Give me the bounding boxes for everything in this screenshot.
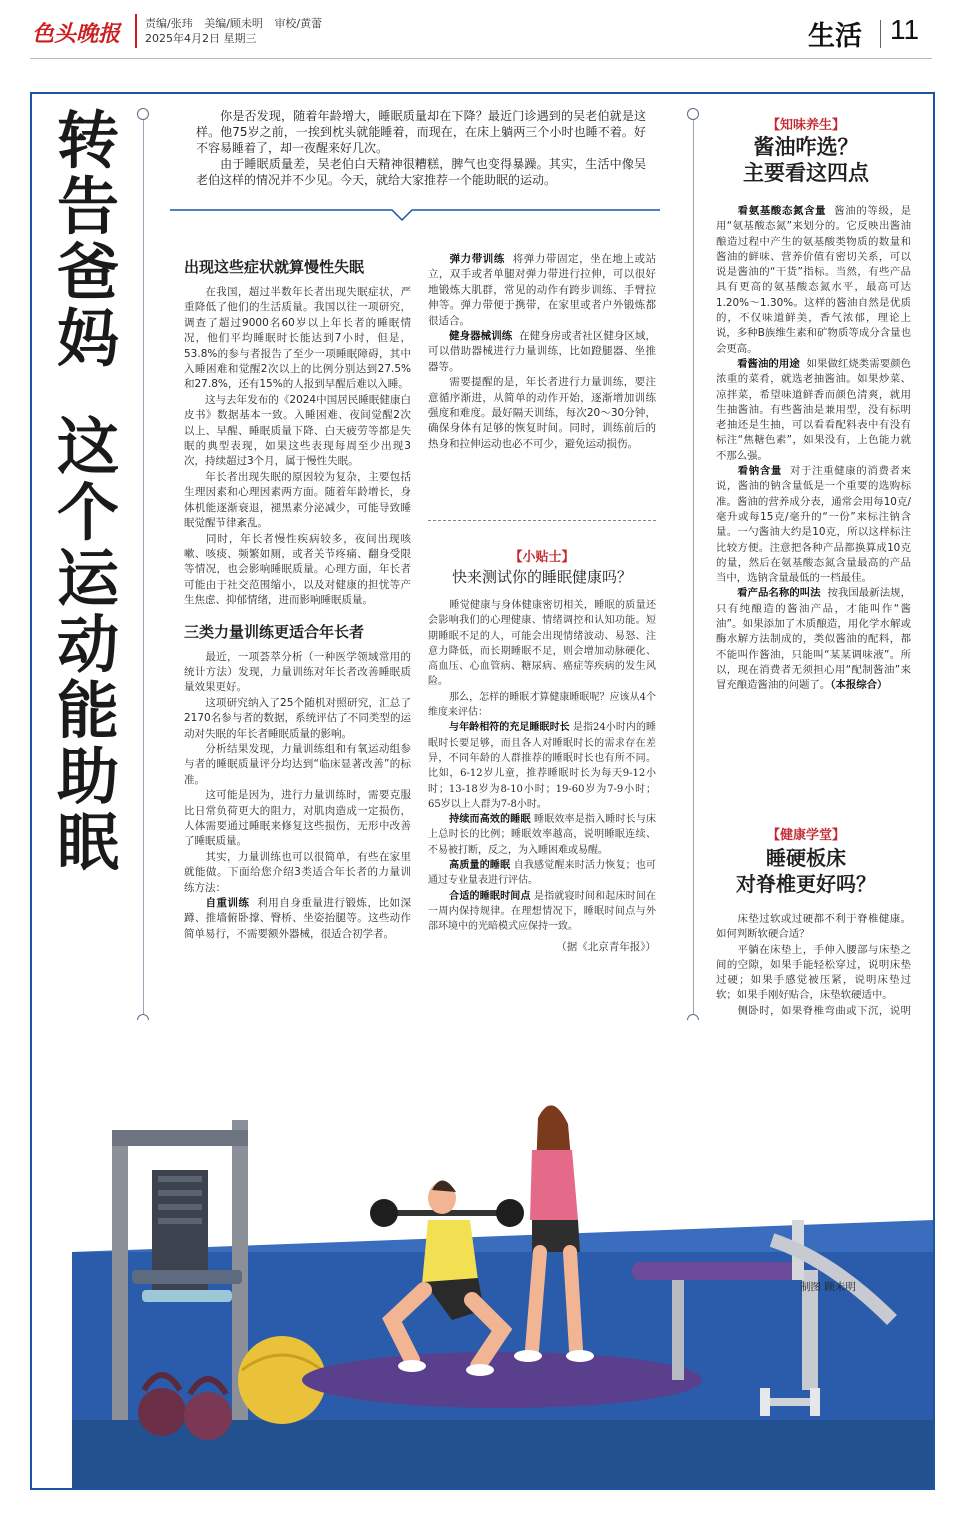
sauce-paragraph: 看酱油的用途 如果做红烧类需要颜色浓重的菜肴，就选老抽酱油。如果炒菜、凉拌菜，希望味道鲜香而颜色清爽，就用生抽酱油。有些酱油是兼用型，没有标明老抽还是生抽，可以看看配料表中有没有标注“焦糖色素”，如果没有，上色能力就不那么强。 <box>716 357 912 462</box>
article-paragraph: 分析结果发现，力量训练组和有氧运动组参与者的睡眠质量评分均达到“临床显著改善”的标准。 <box>184 742 411 786</box>
masthead-meta <box>145 16 330 46</box>
tip-divider <box>428 520 656 521</box>
article-paragraph: 在我国，超过半数年长者出现失眠症状，严重降低了他们的生活质量。我国以往一项研究，调查了超过9000名60岁以上年长者的睡眠情况，他们平均睡眠时长能达到7小时，但是，53.8%的参与者报告了至少一项睡眠障碍，其中入睡困难和觉醒2次以上的比例分别达到27.5%和27.8%，还有15%的人报到早醒后难以入睡。 <box>184 286 411 391</box>
tip-source: （据《北京青年报》） <box>556 940 656 953</box>
page-divider <box>880 20 881 48</box>
article-column-2 <box>428 252 656 452</box>
lede-callout-line <box>170 204 660 224</box>
sauce-title-line-2: 主要看这四点 <box>743 160 869 185</box>
sauce-paragraph: 看氨基酸态氮含量 酱油的等级，是用“氨基酸态氮”来划分的。它反映出酱油酿造过程中产生的氨基酸类物质的数量和酱油的鲜味、营养价值有密切关系，可以说是酱油的“干货”指标。当然，有些产品具有更高的氨基酸态氮水平，最高可达1.20%～1.30%。这样的酱油自然是优质的，不仅味道鲜美，香气浓郁，理论上说，多种B族维生素和矿物质等成分含量也会更高。 <box>716 205 912 355</box>
article-paragraph: 同时，年长者慢性疾病较多，夜间出现咳嗽、咳痰、频繁如厕，或者关节疼痛、翻身受限等情况，也会影响睡眠质量。心理方面，年长者可能由于社交范围缩小，以及对健康的担忧等产生焦虑、抑郁情绪，进而影响睡眠质量。 <box>184 532 411 607</box>
divider-left <box>143 110 144 1020</box>
article-paragraph: 健身器械训练 在健身房或者社区健身区域，可以借助器械进行力量训练，比如蹬腿器、坐推器等。 <box>428 330 657 373</box>
bed-paragraph: 床垫过软或过硬都不利于脊椎健康。如何判断软硬合适？ <box>716 913 911 941</box>
article-paragraph: 这与去年发布的《2024中国居民睡眠健康白皮书》数据基本一致。入睡困难、夜间觉醒2次以上、早醒、睡眠质量下降、白天疲劳等都是失眠的典型表现，如果这些表现每周至少出现3次，持续超过3个月，属于慢性失眠。 <box>184 393 411 468</box>
sauce-title <box>700 134 912 186</box>
designer-credit: 美编/顾未明 <box>204 17 263 30</box>
article-paragraph: 这项研究纳入了25个随机对照研究，汇总了2170名参与者的数据，系统评估了不同类型的运动对失眠的年长者睡眠质量的影响。 <box>184 696 411 740</box>
divider-dot-top-right <box>687 108 699 120</box>
article-paragraph: 弹力带训练 将弹力带固定，坐在地上或站立，双手或者单腿对弹力带进行拉伸，可以很好地锻炼大肌群，常见的动作有跨步训练、手臂拉伸等。弹力带便于携带，在家里或者户外锻炼都很适合。 <box>428 253 657 327</box>
issue-date: 2025年4月2日 星期三 <box>145 32 257 45</box>
article-paragraph: 这可能是因为，进行力量训练时，需要克服比日常负荷更大的阻力，对肌肉造成一定损伤，人体需要通过睡眠来修复这些损伤，无形中改善了睡眠质量。 <box>184 789 411 848</box>
tip-paragraph: 与年龄相符的充足睡眠时长 是指24小时内的睡眠时长要足够，而且各人对睡眠时长的需求存在差异，不同年龄的人群推荐的睡眠时长也有所不同。比如，6-12岁儿童，推荐睡眠时长为每天9-12小时；13-18岁为8-10小时；19-60岁为7-9小时；65岁以上人群为7-8小时。 <box>428 722 656 810</box>
masthead-divider <box>135 14 137 48</box>
divider-dot-top-left <box>137 108 149 120</box>
lede-paragraph-2: 由于睡眠质量差，吴老伯白天精神很糟糕，脾气也变得暴躁。其实，生活中像吴老伯这样的情况并不少见。今天，就给大家推荐一个能助眠的运动。 <box>196 157 646 187</box>
divider-right <box>693 110 694 1160</box>
bed-title-line-2: 对脊椎更好吗？ <box>736 872 876 896</box>
article-paragraph: 最近，一项荟萃分析（一种医学领域常用的统计方法）发现，力量训练对年长者改善睡眠质量效果更好。 <box>184 650 411 694</box>
tip-paragraph: 睡觉健康与身体健康密切相关，睡眠的质量还会影响我们的心理健康、情绪调控和认知功能。短期睡眠不足的人，可能会出现情绪波动、易怒、注意力降低，而长期睡眠不足，则会增加动脉硬化、高血压、心血管病、糖尿病、癌症等疾病的发生风险。 <box>428 600 656 688</box>
tip-tag: 【小贴士】 <box>509 550 575 565</box>
lede <box>196 108 646 188</box>
tip-paragraph: 那么，怎样的睡眠才算健康睡眠呢？应该从4个维度来评估： <box>428 691 656 719</box>
headline-line-2: 这个运动能助眠 <box>56 410 119 879</box>
tip-title: 快来测试你的睡眠健康吗？ <box>451 568 632 586</box>
bed-paragraph: 平躺在床垫上，手伸入腰部与床垫之间的空隙，如果手能轻松穿过，说明床垫过硬；如果手感觉被压紧，说明床垫过软；如果手刚好贴合，床垫软硬适中。 <box>716 943 911 1002</box>
subheading-insomnia: 出现这些症状就算慢性失眠 <box>184 258 365 276</box>
article-paragraph: 自重训练 利用自身重量进行锻炼，比如深蹲、推墙俯卧撑、臀桥、坐姿抬腿等。这些动作简单易行，不需要额外器械，很适合初学者。 <box>184 897 411 940</box>
bed-title-line-1: 睡硬板床 <box>766 846 846 870</box>
exercise-mat <box>302 1352 702 1408</box>
top-rule <box>30 58 932 59</box>
sauce-title-line-1: 酱油咋选？ <box>753 134 859 159</box>
page-number: 11 <box>890 14 920 45</box>
tip-paragraph: 持续而高效的睡眠 睡眠效率是指入睡时长与床上总时长的比例；睡眠效率越高，说明睡眠连续、不易被打断，反之，为入睡困难或易醒。 <box>428 814 657 856</box>
section-title: 生活 <box>808 21 862 52</box>
bed-title <box>700 845 912 897</box>
tip-paragraph: 合适的睡眠时间点 是指就寝时间和起床时间在一周内保持规律。在理想情况下，睡眠时间点与外部环境中的光暗模式应保持一致。 <box>428 890 657 933</box>
illustration-credit: 制图 顾未明 <box>800 1281 856 1293</box>
subheading-training: 三类力量训练更适合年长者 <box>184 622 365 641</box>
article-column-1 <box>184 252 411 942</box>
svg-text:色头晚报: 色头晚报 <box>32 21 121 47</box>
editor-credit: 责编/张玮 <box>145 17 193 30</box>
bed-paragraph: 侧卧时，如果脊椎弯曲或下沉，说明 <box>737 1004 911 1017</box>
gym-illustration <box>32 1020 933 1488</box>
lede-paragraph-1: 你是否发现，随着年龄增大，睡眠质量却在下降？最近门诊遇到的吴老伯就是这样。他75岁之前，一挨到枕头就能睡着，而现在，在床上躺两三个小时也睡不着。好不容易睡着了，却一夜醒来好几次。 <box>196 109 646 155</box>
sauce-body <box>716 204 911 694</box>
article-paragraph: 年长者出现失眠的原因较为复杂，主要包括生理因素和心理因素两方面。随着年龄增长，身体机能逐渐衰退，褪黑素分泌减少，可能导致睡眠觉醒节律紊乱。 <box>184 470 411 530</box>
sauce-paragraph: 看钠含量 对于注重健康的消费者来说，酱油的钠含量低是一个重要的选购标准。酱油的营养成分表，通常会用每10克/毫升或每15克/毫升的“一份”来标注钠含量。一勺酱油大约是10克，所以这样标注比较方便。注意把各种产品都换算成10克的量，然后在氨基酸态氮含量最高的产品当中，选钠含量最低的一档最佳。 <box>716 465 912 585</box>
masthead <box>0 0 960 62</box>
bed-tag: 【健康学堂】 <box>766 828 845 843</box>
main-headline <box>50 104 126 879</box>
proofreader-credit: 审校/黄蕾 <box>274 17 323 30</box>
sauce-source: （本报综合） <box>830 679 888 692</box>
sauce-paragraph: 看产品名称的叫法 按我国最新法规，只有纯酿造的酱油产品，才能叫作“酱油”。如果添加了木质酿造，用化学水解或酶水解方法制成的，类似酱油的配料，都不能叫作酱油，只能叫“某某调味液”。所以，现在消费者无须担心用“配制酱油”来冒充酿造酱油的问题了。（本报综合） <box>716 587 912 692</box>
newspaper-logo <box>30 12 122 50</box>
tip-paragraph: 高质量的睡眠 自我感觉醒来时活力恢复；也可通过专业量表进行评估。 <box>428 860 657 887</box>
headline-line-1: 转告爸妈 <box>56 104 119 375</box>
article-paragraph: 需要提醒的是，年长者进行力量训练，要注意循序渐进，从简单的动作开始，逐渐增加训练强度和难度。最好隔天训练，每次20～30分钟，确保身体有足够的恢复时间。同时，训练前后的热身和拉伸运动也必不可少，避免运动损伤。 <box>428 376 656 450</box>
tip-body <box>428 598 656 954</box>
sauce-tag: 【知味养生】 <box>766 118 845 133</box>
article-paragraph: 其实，力量训练也可以很简单，有些在家里就能做。下面给您介绍3类适合年长者的力量训练方法： <box>184 850 411 894</box>
